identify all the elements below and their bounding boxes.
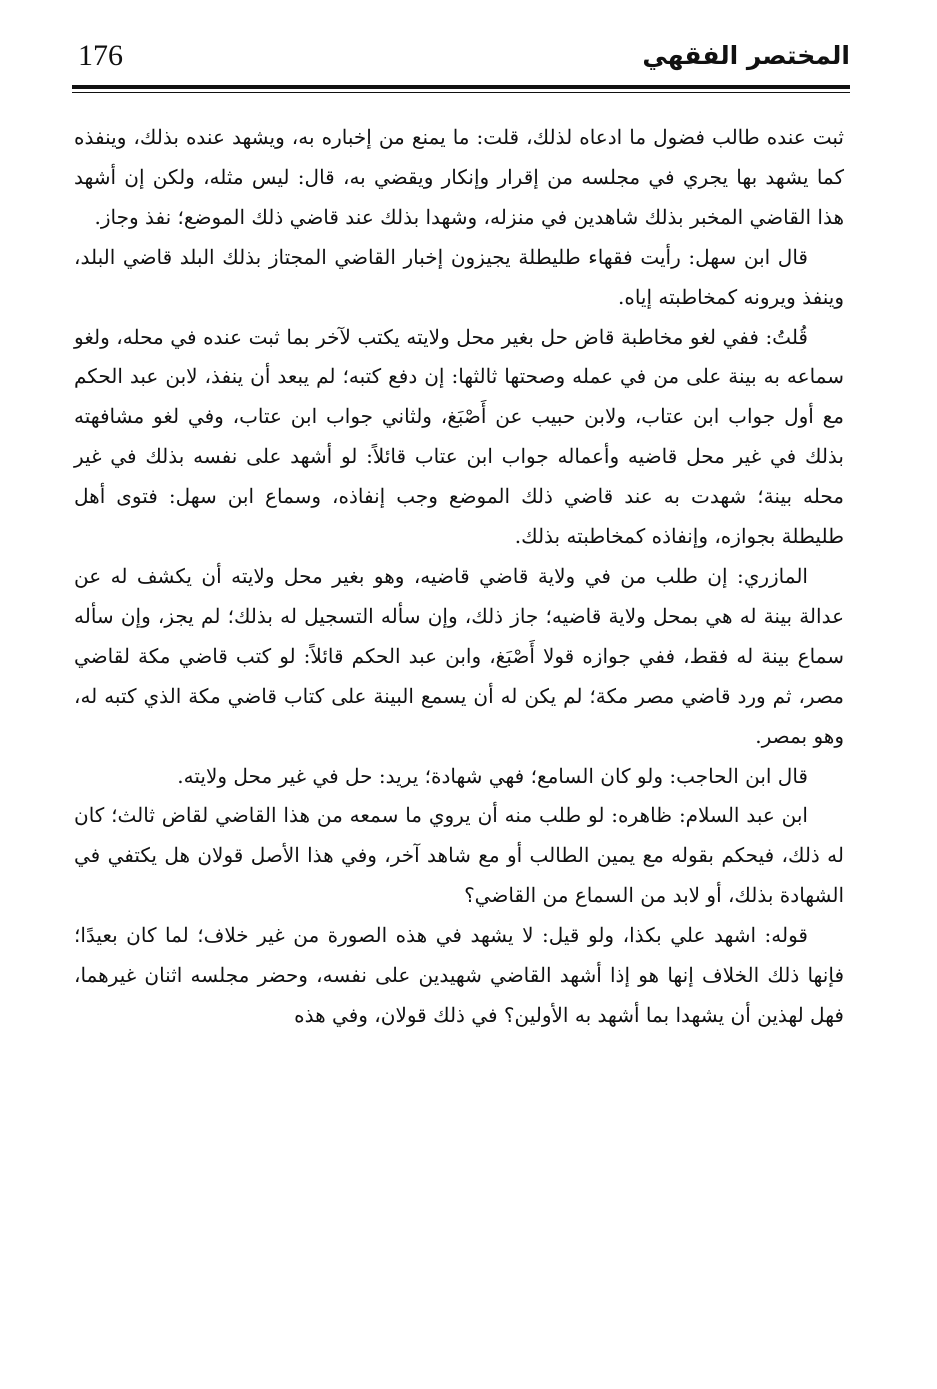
body-text	[74, 118, 844, 1036]
running-title: المختصر الفقهي	[642, 41, 850, 70]
page-number: 176	[78, 39, 123, 72]
paragraph: قال ابن سهل: رأيت فقهاء طليطلة يجيزون إخبار القاضي المجتاز بذلك البلد قاضي البلد، وينفذ ويرونه كمخاطبته إياه.	[74, 244, 844, 309]
paragraph: قال ابن الحاجب: ولو كان السامع؛ فهي شهادة؛ يريد: حل في غير محل ولايته.	[177, 763, 808, 788]
header-rule-thick	[72, 85, 850, 89]
paragraph: ثبت عنده طالب فضول ما ادعاه لذلك، قلت: ما يمنع من إخباره به، ويشهد عنده بذلك، وينفذه كما يشهد بها يجري في مجلسه من إقرار وإنكار ويقضي به، قال: ليس مثله، ولكن إن أشهد هذا القاضي المخبر بذلك شاهدين في منزله، وشهدا بذلك عند قاضي ذلك الموضع؛ نفذ وجاز.	[74, 125, 844, 229]
page-header	[72, 34, 850, 82]
paragraph: قوله: اشهد علي بكذا، ولو قيل: لا يشهد في هذه الصورة من غير خلاف؛ لما كان بعيدًا؛ فإنها ذلك الخلاف إنها هو إذا أشهد القاضي شهيدين على نفسه، وحضر مجلسه اثنان غيرهما، فهل لهذين أن يشهدا بما أشهد به الأولين؟ في ذلك قولان، وفي هذه	[74, 923, 844, 1027]
paragraph: المازري: إن طلب من في ولاية قاضي قاضيه، وهو بغير محل ولايته أن يكشف له عن عدالة بينة له هي بمحل ولاية قاضيه؛ جاز ذلك، وإن سأله التسجيل له بذلك؛ لم يجز، وإن سأله سماع بينة له فقط، ففي جوازه قولا أَصْبَغ، وابن عبد الحكم قائلاً: لو كتب قاضي مكة لقاضي مصر، ثم ورد قاضي مصر مكة؛ لم يكن له أن يسمع البينة على كتاب قاضي مكة الذي كتبه له، وهو بمصر.	[74, 563, 844, 748]
paragraph: قُلتُ: ففي لغو مخاطبة قاض حل بغير محل ولايته يكتب لآخر بما ثبت عنده في محله، ولغو سماعه به بينة على من في عمله وصحتها ثالثها: إن دفع كتبه؛ لم يبعد أن ينفذ، لابن عبد الحكم مع أول جواب ابن عتاب، ولابن حبيب عن أَصْبَغ، ولثاني جواب ابن عتاب، وفي لغو مشافهته بذلك في غير محل قاضيه وأعماله جواب ابن عتاب قائلاً: لو أشهد على نفسه بذلك في غير محله بينة؛ شهدت به عند قاضي ذلك الموضع وجب إنفاذه، وسماع ابن سهل: فتوى أهل طليطلة بجوازه، وإنفاذه كمخاطبته بذلك.	[74, 324, 844, 549]
paragraph: ابن عبد السلام: ظاهره: لو طلب منه أن يروي ما سمعه من هذا القاضي لقاض ثالث؛ كان له ذلك، فيحكم بقوله مع يمين الطالب أو مع شاهد آخر، وفي هذا الأصل قولان هل يكتفي في الشهادة بذلك، أو لابد من السماع من القاضي؟	[74, 803, 844, 908]
header-rule-thin	[72, 92, 850, 93]
